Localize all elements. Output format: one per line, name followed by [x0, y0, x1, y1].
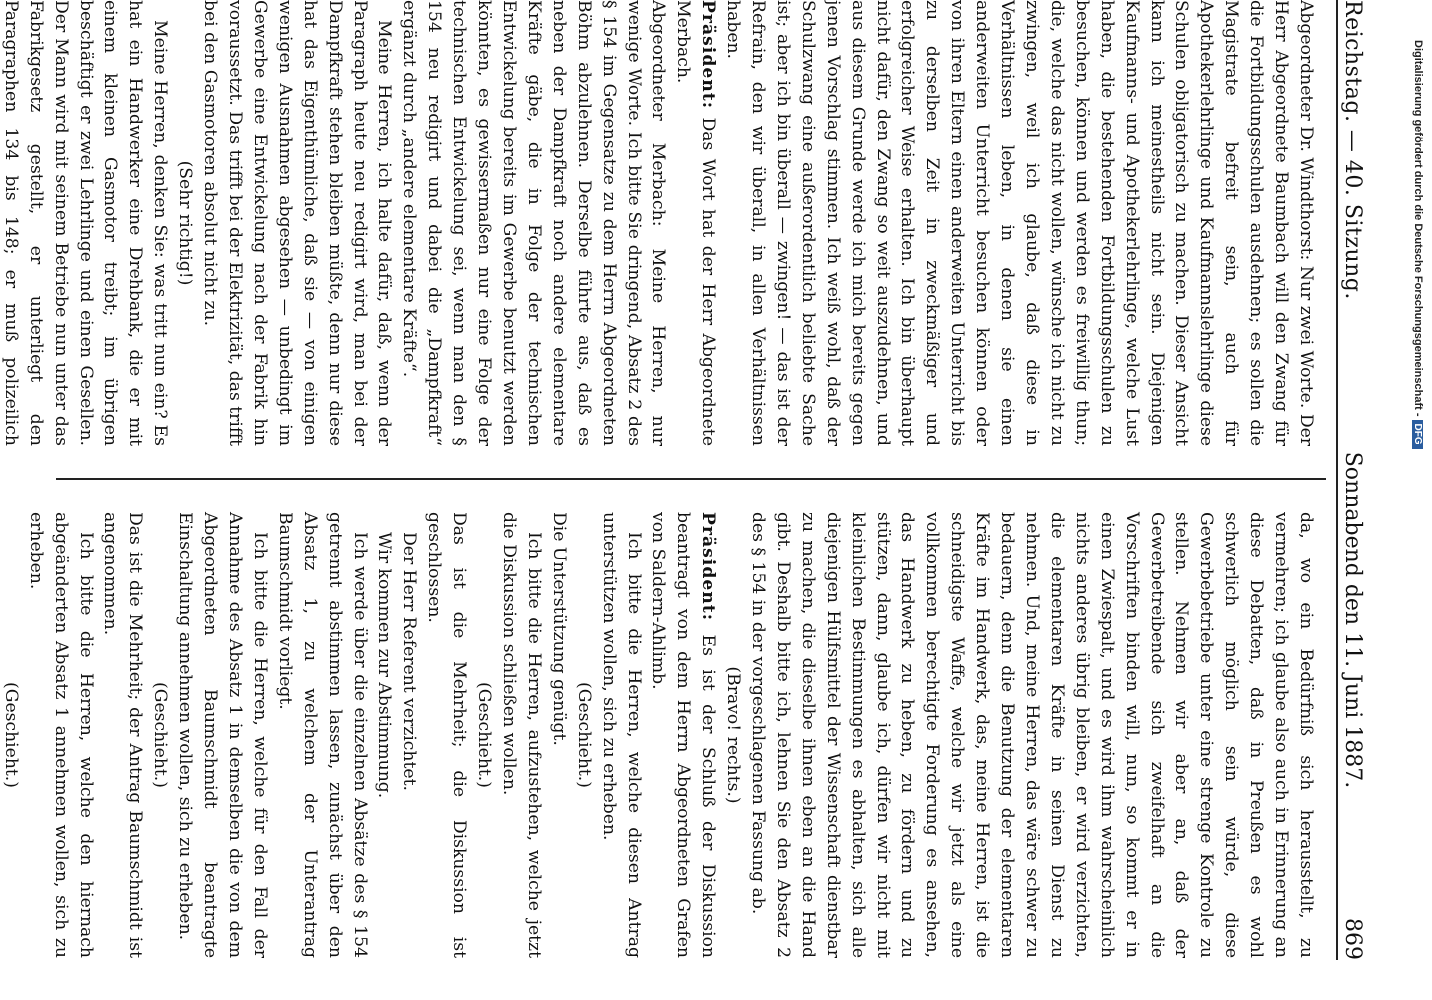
paragraph: [670, 0, 720, 446]
speaker-name: Präsident:: [698, 0, 719, 110]
paragraph: Das ist die Mehrheit; die Diskussion ist geschlossen.: [424, 512, 470, 958]
paragraph: Wir kommen zur Abstimmung.: [374, 532, 395, 799]
paragraph: Ich werde über die einzelnen Absätze des § 154 getrennt abstimmen lassen, zunächst über den Absatz 1, zu welchem der Unterantrag Baumschmidt vorliegt.: [274, 512, 370, 958]
header-date: Sonnabend den 11. Juni 1887.: [1340, 451, 1365, 789]
page-number: 869: [1340, 918, 1365, 960]
paragraph: Abgeordneter Dr. Windthorst: Nur zwei Worte. Der Herr Abgeordnete Baumbach will den Zwang für die Fortbildungsschulen ausdehnen; es sollen die Magistrate befreit sein, auch für Apothekerlehrlinge und Kaufmannslehrlinge diese Schulen obligatorisch zu machen. Dieser Ansicht kann ich meinestheils nicht sein. Diejenigen Kaufmanns- und Apothekerlehrlinge, welche Lust haben, die bestehenden Fortbildungsschulen zu besuchen, können und werden es freiwillig thun; die, welche das nicht wollen, wünsche ich nicht zu zwingen, weil ich glaube, daß diese in Verhältnissen leben, in denen sie einen anderweiten Unterricht besuchen können oder von ihren Eltern einen anderweiten Unterricht bis zu derselben Zeit in zweckmäßiger und erfolgreicher Weise erhalten. Ich bin überhaupt nicht dafür, den Zwang so weit auszudehnen, und aus diesem Grunde werde ich mich bereits gegen jenen Vorschlag stimmen. Ich weiß wohl, daß der Schulzwang eine außerordentlich beliebte Sache ist; aber ich bin überall — zwingen! — das ist der Refrain, den wir überall, in allen Verhältnissen haben.: [723, 0, 1316, 446]
paragraph: Ich bitte die Herren, aufzustehen, welche jetzt die Diskussion schließen wollen.: [499, 512, 544, 958]
speaker-name: Präsident:: [698, 512, 719, 622]
paragraph: da, wo ein Bedürfniß sich herausstellt, zu vermehren; ich glaube also auch in Erinnerung an diese Debatten, daß in Preußen es wohl schwerlich möglich sein würde, diese Gewerbebetriebe unter eine strenge Kontrole zu stellen. Nehmen wir aber an, daß der Gewerbetreibende sich zweifelhaft an die Vorschriften binden will, nun, so kommt er in einen Zwiespalt, und es wird ihm wahrscheinlich nichts anderes übrig bleiben, er wird verzichten, die elementaren Kräfte in seinen Dienst zu nehmen. Und, meine Herren, das wäre schwer zu bedauern, denn die Benutzung der elementaren Kräfte im Handwerk, das, meine Herren, ist die schneidigste Waffe, welche wir jetzt als eine vollkommen berechtigte Forderung es ansehen, das Handwerk zu heben, zu fördern und zu stützen, dann, glaube ich, dürfen wir nicht mit kleinlichen Bestimmungen es abhalten, sich alle diejenigen Hülfsmittel der Wissenschaft dienstbar zu machen, die dieselbe ihnen eben an die Hand gibt. Deshalb bitte ich, lehnen Sie den Absatz 2 des § 154 in der vorgeschlagenen Fassung ab.: [748, 512, 1316, 958]
stage-direction: (Geschieht.): [0, 682, 21, 788]
stage-direction: (Bravo! rechts.): [723, 666, 744, 804]
dfg-logo: DFG: [1412, 420, 1423, 449]
page-header: [1340, 0, 1380, 960]
header-left: Reichstag. — 40. Sitzung.: [1340, 0, 1365, 300]
paragraph: Das ist die Mehrheit; der Antrag Baumschmidt ist angenommen.: [100, 512, 146, 958]
paragraph: Ich bitte die Herren, welche für den Fall der Annahme des Absatz 1 in demselben die von dem Abgeordneten Baumschmidt beantragte Einschaltung annehmen wollen, sich zu erheben.: [175, 512, 270, 958]
column-divider: [56, 478, 1326, 480]
header-rule: [1336, 0, 1338, 960]
paragraph: Ich bitte die Herren, welche diesen Antrag unterstützen wollen, sich zu erheben.: [598, 512, 644, 958]
paragraph: [646, 512, 721, 958]
paragraph: Meine Herren, ich halte dafür, daß, wenn der Paragraph heute neu redigirt wird, man bei der Dampfkraft stehen bleiben müßte, denn nur diese hat das Eigenthümliche, daß sie — von einigen wenigen Ausnahmen abgesehen — unbedingt im Gewerbe eine Entwickelung nach der Fabrik hin voraussetzt. Das trifft bei der Elektrizität, das trifft bei den Gasmotoren absolut nicht zu.: [200, 0, 395, 446]
stage-direction: (Sehr richtig!): [175, 160, 196, 286]
credit-text: Digitalisierung gefördert durch die Deutsche Forschungsgemeinschaft -: [1412, 40, 1424, 417]
paragraph: Der Herr Referent verzichtet.: [399, 532, 420, 791]
left-column: [0, 0, 1318, 446]
paragraph: Abgeordneter Merbach: Meine Herren, nur wenige Worte. Ich bitte Sie dringend, Absatz 2 des § 154 im Gegensatze zu dem Herrn Abgeordneten Böhm abzulehnen. Derselbe führte aus, daß es neben der Dampfkraft noch andere elementare Kräfte gäbe, die in Folge der technischen Entwickelung bereits im Gewerbe benutzt werden könnten, es gewissermaßen nur eine Folge der technischen Entwickelung sei, wenn man den § 154 neu redigirt und dabei die „Dampfkraft“ ergänzt durch „andere elementare Kräfte“.: [399, 0, 669, 446]
stage-direction: (Geschieht.): [474, 682, 495, 788]
paragraph: Die Unterstützung genügt.: [548, 512, 569, 746]
stage-direction: (Geschieht.): [573, 682, 594, 788]
digitization-credit: [1408, 40, 1430, 1000]
paragraph-text: Es ist der Schluß der Diskussion beantragt von dem Herrn Abgeordneten Grafen von Saldern-Ahlimb.: [648, 512, 719, 958]
right-column: [0, 512, 1318, 958]
paragraph: Ich bitte die Herren, welche den hiernach abgeänderten Absatz 1 annehmen wollen, sich zu erheben.: [25, 512, 96, 958]
stage-direction: (Geschieht.): [150, 682, 171, 788]
paragraph: Meine Herren, denken Sie: was tritt nun ein? Es hat ein Handwerker eine Drehbank, die er mit einem kleinen Gasmotor treibt; im übrigen beschäftigt er zwei Lehrlinge und einen Gesellen. Der Mann wird mit seinem Betriebe nun unter das Fabrikgesetz gestellt, er unterliegt den Paragraphen 134 bis 148; er muß polizeilich: [0, 0, 171, 446]
paragraph-text: Das Wort hat der Herr Abgeordnete Merbach.: [673, 0, 719, 446]
